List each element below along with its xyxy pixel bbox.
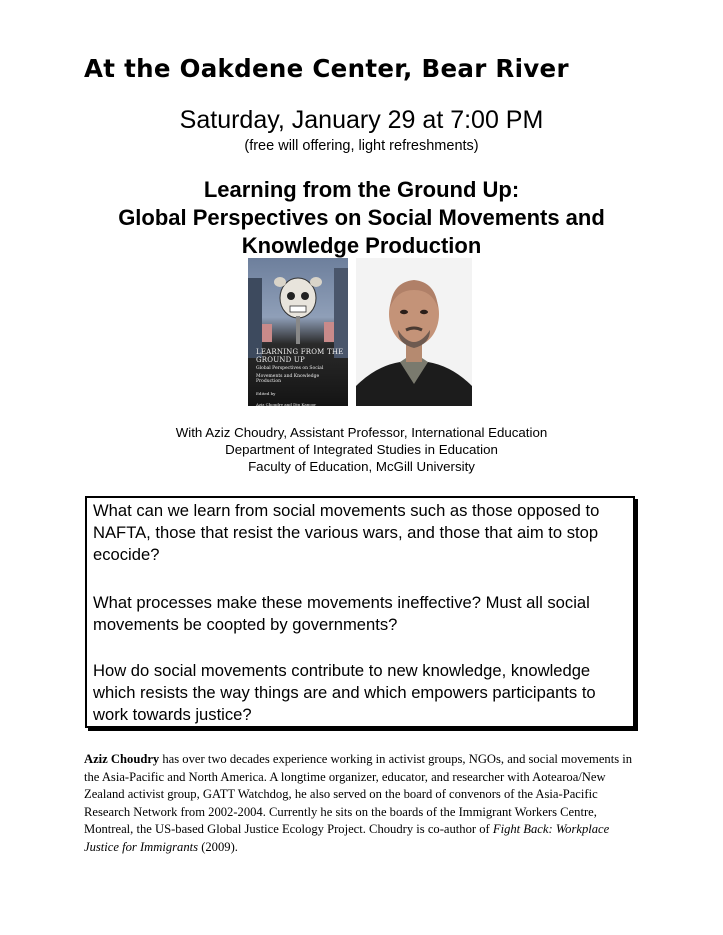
questions-box xyxy=(85,496,635,728)
bio-book-title: Fight Back: Workplace Justice for Immigrants xyxy=(84,822,610,854)
book-cover-text xyxy=(256,348,344,406)
raised-hand-icon xyxy=(324,322,334,342)
question-paragraph: What can we learn from social movements such as those opposed to NAFTA, those that resist the various wars, and those that aim to stop ecocide? xyxy=(93,501,600,564)
book-cover-edited-by: Edited by xyxy=(256,390,276,396)
question-paragraph: How do social movements contribute to new knowledge, knowledge which resists the way things are and which empowers participants to work towards justice? xyxy=(93,661,596,724)
talk-title-line: Knowledge Production xyxy=(241,233,482,258)
book-cover-title: LEARNING FROM THE xyxy=(256,348,344,356)
skull-teeth xyxy=(290,306,306,312)
building-shape xyxy=(334,268,348,358)
event-datetime: Saturday, January 29 at 7:00 PM xyxy=(179,106,544,134)
book-cover-subtitle: Global Perspectives on Social xyxy=(256,366,324,371)
speaker-affiliation xyxy=(0,424,723,475)
speaker-line: Faculty of Education, McGill University xyxy=(248,459,475,474)
talk-title xyxy=(0,176,723,260)
talk-title-line: Learning from the Ground Up: xyxy=(203,177,520,202)
building-shape xyxy=(248,278,262,358)
bio-name: Aziz Choudry xyxy=(84,752,160,766)
skull-ear xyxy=(274,277,286,287)
talk-title-line: Global Perspectives on Social Movements and xyxy=(118,205,605,230)
speaker-portrait-icon xyxy=(356,258,472,406)
book-cover-subtitle: Movements and Knowledge Production xyxy=(256,373,320,384)
event-offering-note: (free will offering, light refreshments) xyxy=(244,138,479,154)
raised-hand-icon xyxy=(262,324,272,342)
book-cover-title: GROUND UP xyxy=(256,356,305,364)
speaker-bio xyxy=(84,751,644,856)
eye-shape xyxy=(400,310,408,314)
pole-shape xyxy=(296,316,300,344)
book-cover-editors: Aziz Choudry and Dip Kapoor xyxy=(256,401,317,406)
speaker-line: Department of Integrated Studies in Education xyxy=(225,442,498,457)
speaker-line: With Aziz Choudry, Assistant Professor, International Education xyxy=(175,425,548,440)
skull-ear xyxy=(310,277,322,287)
book-cover-image xyxy=(248,258,348,406)
skull-eye xyxy=(287,292,295,300)
bio-text: has over two decades experience working in activist groups, NGOs, and social movements in the Asia-Pacific and North America. A longtime organizer, educator, and researcher with Aotearoa/New Zealand activist group, GATT Watchdog, he also served on the board of convenors of the Asia-Pacific Research Network from 2002-2004. Currently he sits on the boards of the Immigrant Workers Centre, Montreal, the US-based Global Justice Ecology Project. Choudry is co-author of xyxy=(84,752,633,836)
speaker-portrait xyxy=(356,258,472,406)
skull-eye xyxy=(301,292,309,300)
question-paragraph: What processes make these movements ineffective? Must all social movements be coopted by governments? xyxy=(93,593,590,634)
venue-heading: At the Oakdene Center, Bear River xyxy=(84,54,569,83)
bio-text-end: (2009). xyxy=(198,839,238,854)
eye-shape xyxy=(420,310,428,314)
